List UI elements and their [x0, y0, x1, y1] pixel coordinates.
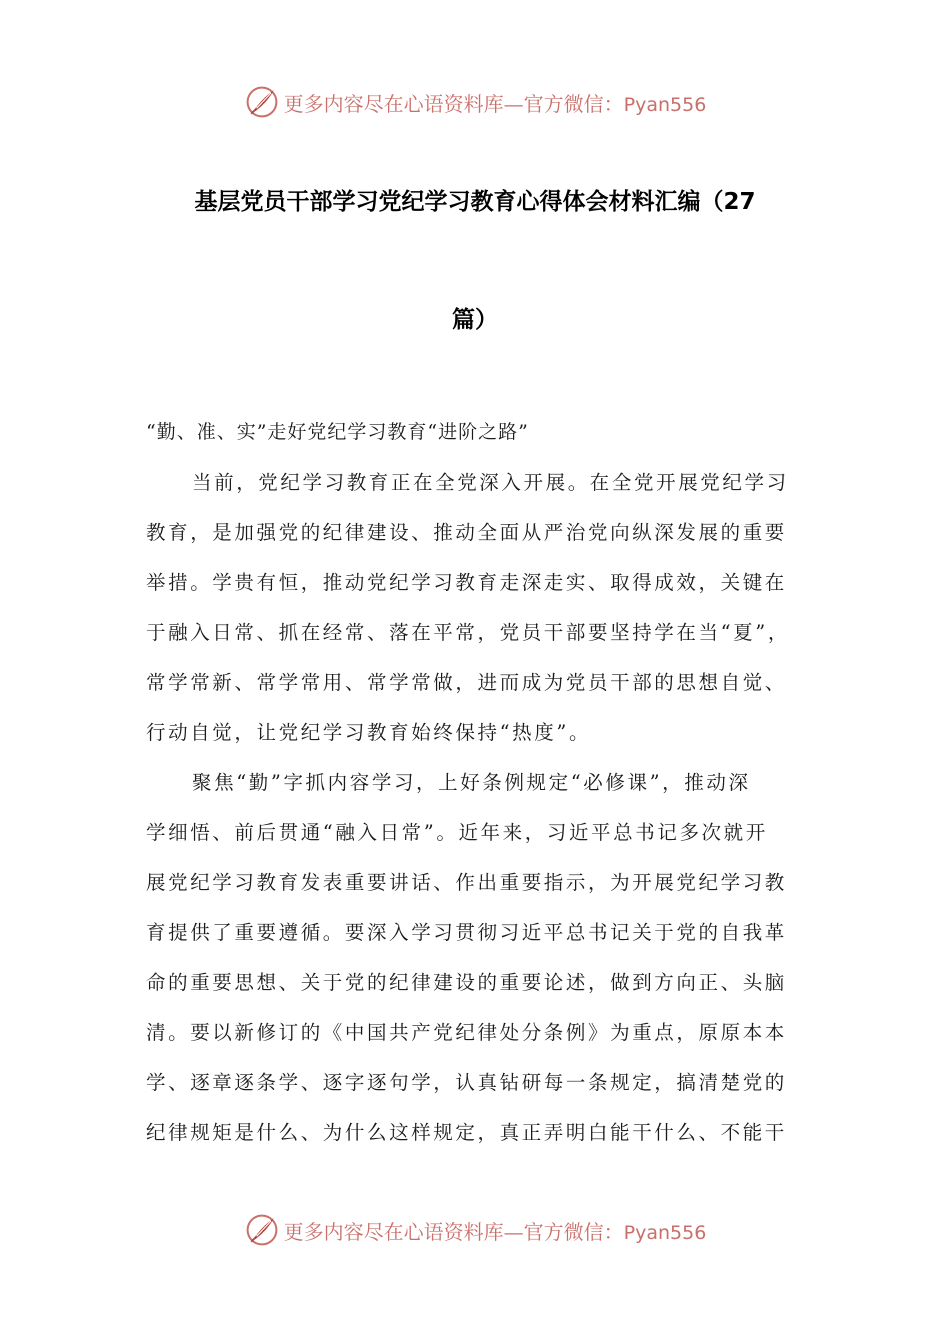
article-subheading: “勤、准、实”走好党纪学习教育“进阶之路” [146, 421, 529, 443]
document-title-line-2: 篇） [452, 307, 498, 333]
body-line: 当前，党纪学习教育正在全党深入开展。在全党开展党纪学习 [192, 471, 789, 494]
watermark-separator: — [503, 1219, 524, 1244]
body-line: 学细悟、前后贯通“融入日常”。近年来，习近平总书记多次就开 [146, 821, 768, 844]
watermark-brand: 更多内容尽在心语资料库 [283, 91, 504, 116]
watermark-text [284, 88, 707, 117]
body-line: 举措。学贵有恒，推动党纪学习教育走深走实、取得成效，关键在 [146, 571, 787, 594]
watermark-wechat-id: Pyan556 [623, 1221, 707, 1244]
body-line: 聚焦“勤”字抓内容学习，上好条例规定“必修课”，推动深 [192, 771, 751, 794]
feather-pen-seal-icon [244, 1212, 280, 1248]
watermark-official-label: 官方微信： [523, 91, 624, 116]
watermark-official-label: 官方微信： [523, 1219, 624, 1244]
body-line: 纪律规矩是什么、为什么这样规定，真正弄明白能干什么、不能干 [146, 1121, 787, 1144]
watermark-banner-top [0, 82, 950, 122]
watermark-text [284, 1216, 707, 1245]
body-line: 命的重要思想、关于党的纪律建设的重要论述，做到方向正、头脑 [146, 971, 787, 994]
document-title-line-1: 基层党员干部学习党纪学习教育心得体会材料汇编（27 [194, 189, 756, 215]
body-line: 清。要以新修订的《中国共产党纪律处分条例》为重点，原原本本 [146, 1021, 787, 1044]
article-body [146, 466, 836, 1166]
body-line: 于融入日常、抓在经常、落在平常，党员干部要坚持学在当“夏”， [146, 621, 790, 644]
body-line: 展党纪学习教育发表重要讲话、作出重要指示，为开展党纪学习教 [146, 871, 787, 894]
watermark-wechat-id: Pyan556 [623, 93, 707, 116]
body-line: 常学常新、常学常用、常学常做，进而成为党员干部的思想自觉、 [146, 671, 787, 694]
watermark-banner-bottom [0, 1210, 950, 1250]
feather-pen-seal-icon [244, 84, 280, 120]
watermark-separator: — [503, 91, 524, 116]
body-line: 学、逐章逐条学、逐字逐句学，认真钻研每一条规定，搞清楚党的 [146, 1071, 787, 1094]
body-line: 教育，是加强党的纪律建设、推动全面从严治党向纵深发展的重要 [146, 521, 787, 544]
body-line: 行动自觉，让党纪学习教育始终保持“热度”。 [146, 721, 592, 744]
watermark-brand: 更多内容尽在心语资料库 [283, 1219, 504, 1244]
body-line: 育提供了重要遵循。要深入学习贯彻习近平总书记关于党的自我革 [146, 921, 787, 944]
